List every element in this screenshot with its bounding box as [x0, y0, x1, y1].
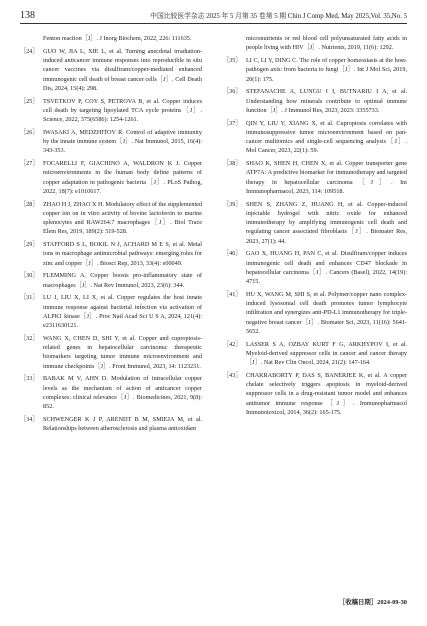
reference-number: ［37］: [223, 119, 242, 127]
reference-item: [223, 200, 407, 246]
reference-text: SHEN S, ZHANG Z, HUANG H, et al. Copper-induced injectable hydrogel with nitric oxide for enhanced immunotherapy by amplifying immunogenic cell death and regulating cancer associated fibroblasts［J］. Biomater Res, 2023, 27(1): 44.: [246, 200, 407, 245]
page-header: [20, 6, 407, 22]
reference-text: BABAK M V, AHN D. Modulation of intracellular copper levels as the mechanism of action of anticancer copper complexes: clinical relevance［J］. Biomedicines, 2021, 9(8): 852.: [43, 375, 202, 410]
reference-item: [20, 415, 202, 434]
reference-item: [20, 293, 202, 330]
received-date: ［收稿日期］2024-09-30: [338, 599, 407, 606]
reference-text: CHAKRABORTY P, DAS S, BANERJEE K, et al. A copper chelate selectively triggers apoptosis in myeloid-derived suppressor cells in a drug-resistant tumor model and enhances antitumor immune response［J］. Immunopharmacol Immunotoxicol, 2014, 36(2): 165-175.: [246, 371, 407, 416]
reference-text: STEFANACHE A, LUNGU I I, BUTNARIU I A, et al. Understanding how minerals contribute to optimal immune function［J］. J Immunol Res, 2023, 2023: 3355733.: [246, 88, 407, 114]
references-left-column: [20, 34, 202, 437]
page-number: 138: [20, 10, 35, 21]
reference-text: FOCARELLI F, GIACHINO A, WALDRON K J. Copper microenvironments in the human body define patterns of copper adaptation in pathogenic bacteria［J］. PLoS Pathog, 2022, 18(7): e1010617.: [43, 160, 202, 195]
reference-item: [20, 374, 202, 411]
reference-text: micronutrients or red blood cell polyunsaturated fatty acids in people living with HIV［J］. Nutrients, 2019, 11(6): 1292.: [246, 35, 407, 52]
reference-item: [20, 240, 202, 268]
header-rule: [20, 23, 407, 24]
reference-number: ［40］: [223, 250, 242, 258]
reference-item: [223, 159, 407, 196]
reference-item: [223, 371, 407, 417]
reference-item: [20, 271, 202, 290]
reference-number: ［28］: [20, 200, 39, 208]
reference-item: [223, 249, 407, 286]
reference-text: TSVETKOV P, COY S, PETROVA B, et al. Copper induces cell death by targeting lipoylated TCA cycle proteins［J］. Science, 2022, 375(6586): 1254-1261.: [43, 97, 202, 123]
reference-number: ［33］: [20, 375, 39, 383]
reference-text: IWASAKI A, MEDZHITOV R. Control of adaptive immunity by the innate immune system［J］. Nat Immunol, 2015, 16(4): 343-353.: [43, 128, 202, 155]
reference-item: [20, 97, 202, 125]
reference-number: ［35］: [223, 57, 242, 64]
reference-number: ［34］: [20, 415, 39, 423]
reference-text: GAO X, HUANG H, PAN C, et al. Disulfiram/copper induces immunogenic cell death and enhances CD47 blockade in hepatocellular carcinoma［J］. Cancers (Basel), 2022, 14(19): 4715.: [246, 250, 407, 285]
reference-item: [20, 159, 202, 196]
reference-text: LI C, LI Y, DING C. The role of copper homeostasis at the host-pathogen axis: from bacteria to fungi［J］. Int J Mol Sci, 2019, 20(1): 175.: [246, 57, 407, 83]
reference-text: LU J, LIU X, LI X, et al. Copper regulates the host innate immune response against bacterial infection via activation of ALPK1 kinase［J］. Proc Natl Acad Sci U S A, 2024, 121(4): e2311630121.: [43, 294, 202, 329]
reference-item: [223, 340, 407, 368]
reference-number: ［29］: [20, 241, 39, 248]
reference-number: ［25］: [20, 97, 39, 105]
reference-number: ［27］: [20, 160, 39, 167]
reference-number: ［41］: [223, 290, 242, 298]
references-right-column: [223, 34, 407, 421]
reference-item: [223, 290, 407, 336]
reference-text: GUO W, JIA L, XIE L, et al. Turning anecdotal irradiation-induced anticancer immune responses into reproducible in situ cancer vaccines via disulfiram/copper-mediated enhanced immunogenic cell death of breast cancer cells［J］. Cell Death Dis, 2024, 15(4): 298.: [43, 47, 202, 92]
reference-text: STAFFORD S L, BOKIL N J, ACHARD M E S, et al. Metal ions in macrophage antimicrobial pathways: emerging roles for zinc and copper［J］. Biosci Rep, 2013, 33(4): e00049.: [43, 241, 202, 267]
reference-text: SCHWENGER K J P, ARENDT B M, SMIEJA M, et al. Relationships between atherosclerosis and plasma antioxidant: [43, 415, 202, 432]
reference-item: [223, 34, 407, 53]
reference-text: WANG X, CHEN D, SHI Y, et al. Copper and cuproptosis-related genes in hepatocellular carcinoma: therapeutic biomarkers targeting tumor immune microenvironment and immune checkpoints［J］. Front Immunol, 2023, 14: 1123231.: [43, 334, 202, 370]
reference-number: ［24］: [20, 47, 39, 55]
reference-item: [223, 56, 407, 84]
reference-item: [223, 87, 407, 115]
reference-number: ［42］: [223, 340, 242, 348]
reference-item: [20, 128, 202, 156]
running-head: 中国比较医学杂志 2025 年 5 月第 35 卷第 5 期 Chin J Comp Med, May 2025,Vol. 35,No. 5: [150, 13, 407, 20]
reference-item: [20, 47, 202, 93]
reference-text: HU X, WANG M, SHI S, et al. Polymer/copper nano complex-induced lysosomal cell death promotes tumor lymphocyte infiltration and synergizes anti-PD-L1 immunotherapy for triple-negative breast cancer［J］. Biomater Sci, 2023, 11(16): 5641-5652.: [246, 290, 407, 335]
reference-item: [223, 119, 407, 156]
reference-text: ZHAO H J, ZHAO X H. Modulatory effect of the supplemented copper ion on in vitro activity of bovine lactoferrin to murine splenocytes and RAW264.7 macrophages［J］. Biol Trace Elem Res, 2019, 189(2): 519-528.: [43, 200, 203, 236]
reference-text: Fenton reaction［J］. J Inorg Biochem, 2022, 226: 111635.: [43, 35, 192, 42]
reference-number: ［38］: [223, 160, 242, 167]
reference-item: [20, 34, 202, 43]
reference-number: ［32］: [20, 334, 39, 342]
reference-text: QIN Y, LIU Y, XIANG X, et al. Cuproptosis correlates with immunosuppressive tumor microenvironment based on pan-cancer multiomics and single-cell sequencing analysis［J］. Mol Cancer, 2023, 22(1): 59.: [246, 119, 407, 155]
reference-item: [20, 200, 202, 237]
reference-number: ［30］: [20, 272, 39, 280]
reference-text: LASSER S A, OZBAY KURT F G, ARKHYPOV I, et al. Myeloid-derived suppressor cells in cancer and cancer therapy［J］. Nat Rev Clin Oncol, 2024, 21(2): 147-164.: [246, 340, 407, 366]
reference-number: ［31］: [20, 294, 39, 302]
reference-text: SHAO K, SHEN H, CHEN X, et al. Copper transporter gene ATP7A: A predictive biomarker for immunotherapy and targeted therapy in hepatocellular carcinoma［J］. Int Immunopharmacol, 2023, 114: 109518.: [246, 160, 407, 195]
reference-number: ［43］: [223, 371, 242, 379]
reference-number: ［26］: [20, 128, 39, 136]
reference-number: ［36］: [223, 88, 242, 96]
reference-text: FLEMMING A. Copper boosts pro-inflammatory state of macrophages［J］. Nat Rev Immunol, 2023, 23(6): 344.: [43, 272, 202, 289]
reference-number: ［39］: [223, 200, 242, 208]
reference-item: [20, 334, 202, 371]
